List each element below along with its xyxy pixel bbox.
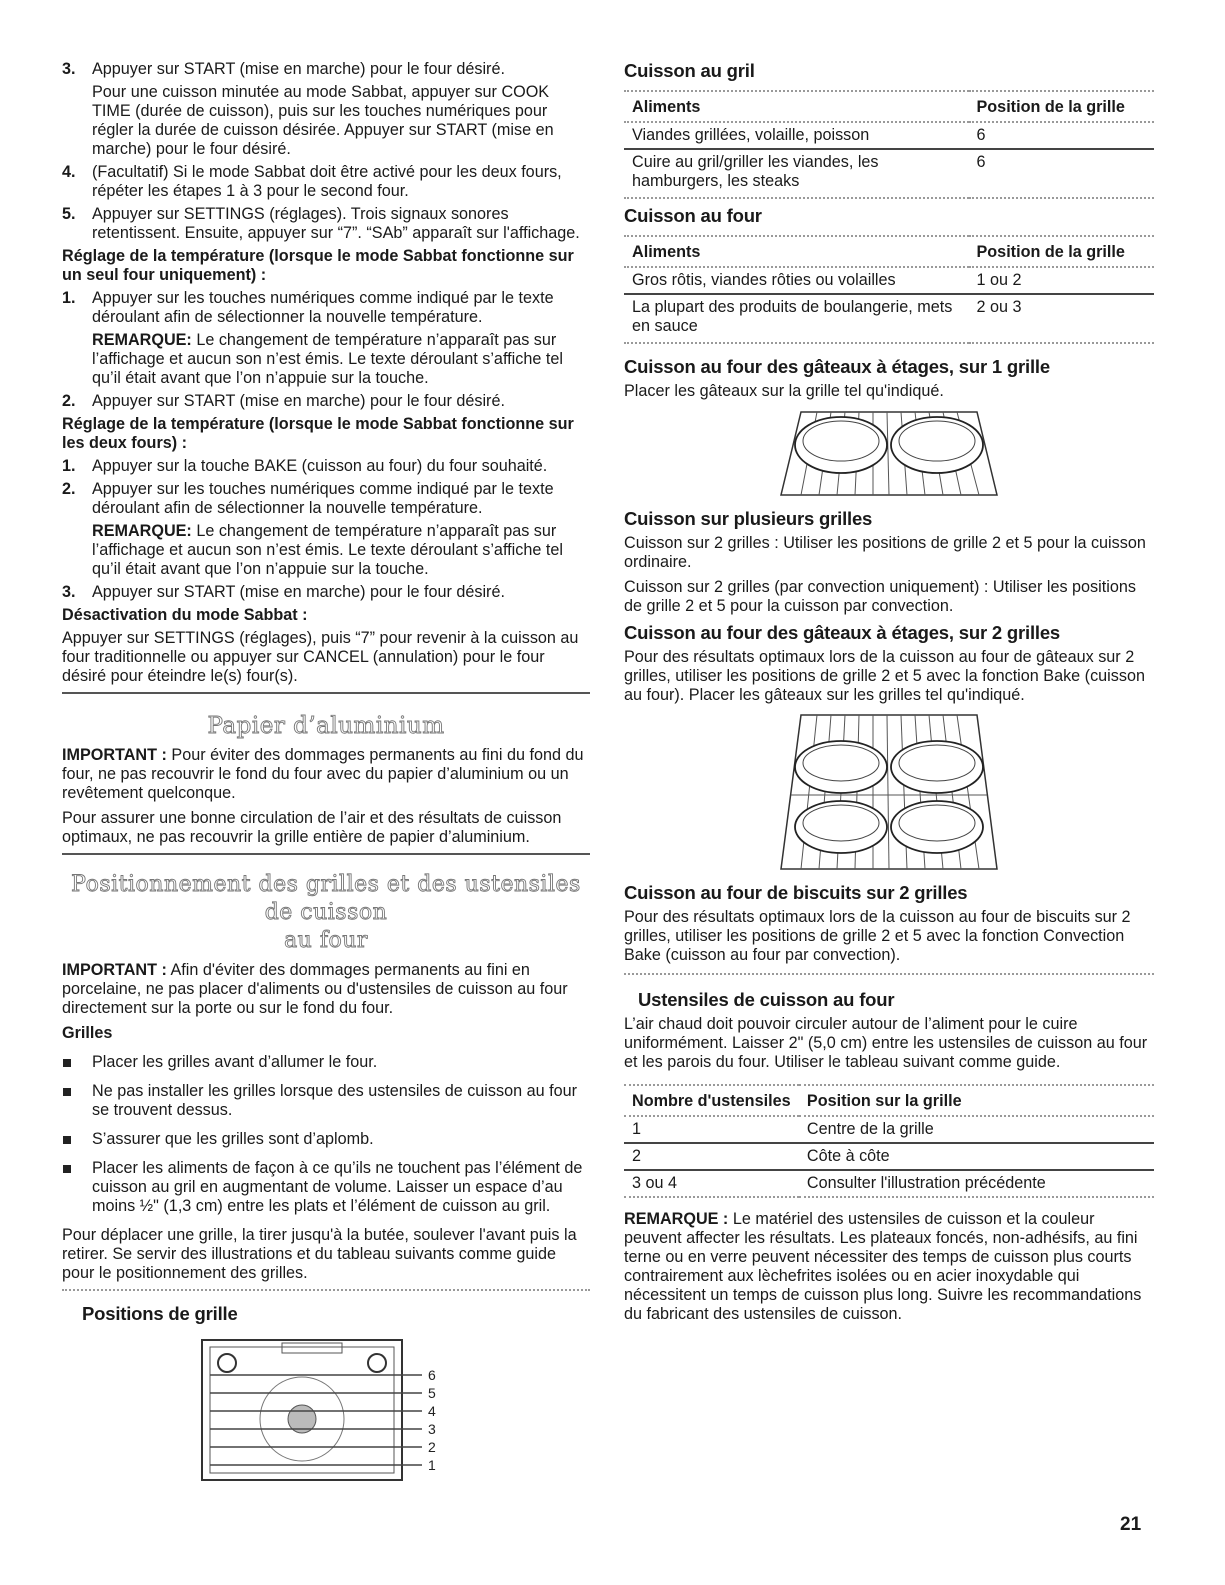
- rack-label-3: 3: [428, 1421, 436, 1437]
- deactivate-text: Appuyer sur SETTINGS (réglages), puis “7” pour revenir à la cuisson au four traditionnelle ou appuyer sur CANCEL (annulation) pour le four désiré pour éteindre le(s) four(s).: [62, 629, 590, 694]
- broil-table: Aliments Position de la grille Viandes grillées, volaille, poisson 6 Cuire au gril/griller les viandes, les hamburgers, les steaks 6: [624, 90, 1154, 199]
- layer-cakes-2-racks-heading: Cuisson au four des gâteaux à étages, sur 2 grilles: [624, 622, 1061, 643]
- table-row: 3 ou 4 Consulter l'illustration précédente: [624, 1170, 1154, 1197]
- heading-one-oven: Réglage de la température (lorsque le mode Sabbat fonctionne sur un seul four uniquement) :: [62, 247, 574, 284]
- table-row: 1 Centre de la grille: [624, 1116, 1154, 1143]
- broil-heading: Cuisson au gril: [624, 60, 755, 81]
- bake-heading: Cuisson au four: [624, 205, 762, 226]
- foil-section-title: Papier d’aluminium: [207, 713, 445, 739]
- foil-important: IMPORTANT : Pour éviter des dommages permanents au fini du fond du four, ne pas recouvrir le fond du four avec du papier d’aluminium ou un revêtement quelconque.: [62, 746, 584, 802]
- bake-table: Aliments Position de la grille Gros rôtis, viandes rôties ou volailles 1 ou 2 La plupart des produits de boulangerie, mets en sauce 2 ou 3: [624, 235, 1154, 344]
- table-row: Cuire au gril/griller les viandes, les hamburgers, les steaks 6: [624, 149, 1154, 198]
- table-row: Gros rôtis, viandes rôties ou volailles 1 ou 2: [624, 267, 1154, 294]
- rack-positions-heading: Positions de grille: [82, 1303, 238, 1324]
- bakeware-table: Nombre d'ustensiles Position sur la grille 1 Centre de la grille 2 Côte à côte 3 ou 4 Consulter l'illustration précédente: [624, 1084, 1154, 1198]
- biscuits-text: Pour des résultats optimaux lors de la cuisson au four de biscuits sur 2 grilles, utiliser les positions de grille 2 et 5 avec la fonction Convection Bake (cuisson au four par convection).: [624, 908, 1154, 975]
- step-1: 1. Appuyer sur la touche BAKE (cuisson au four) du four souhaité.: [62, 457, 548, 475]
- note-paragraph: REMARQUE : Le matériel des ustensiles de cuisson et la couleur peuvent affecter les résultats. Les plateaux foncés, non-adhésifs, au fini terne ou en verre peuvent nécessiter des temps de cuisson plus courts contrairement aux lèchefrites isolées ou en acier inoxydable qui nécessitent un temps de cuisson plus long. Suivre les recommandations du fabricant des ustensiles de cuisson.: [624, 1210, 1142, 1323]
- multiple-racks-heading: Cuisson sur plusieurs grilles: [624, 508, 873, 529]
- step-2: 2. Appuyer sur les touches numériques comme indiqué par le texte déroulant afin de sélectionner la nouvelle température.: [62, 480, 554, 517]
- foil-text: Pour assurer une bonne circulation de l’air et des résultats de cuisson optimaux, ne pas recouvrir la grille entière de papier d’aluminium.: [62, 809, 590, 855]
- layer-cakes-1-rack-text: Placer les gâteaux sur la grille tel qu'indiqué.: [624, 382, 944, 400]
- table-row: 2 Côte à côte: [624, 1143, 1154, 1170]
- bakeware-heading: Ustensiles de cuisson au four: [638, 989, 895, 1010]
- step-1: 1. Appuyer sur les touches numériques comme indiqué par le texte déroulant afin de sélectionner la nouvelle température.: [62, 289, 554, 326]
- step-3: 3. Appuyer sur START (mise en marche) pour le four désiré.: [62, 583, 505, 601]
- step-5: 5. Appuyer sur SETTINGS (réglages). Trois signaux sonores retentissent. Ensuite, appuyer sur “7”. “SAb” apparaît sur l'affichage.: [62, 205, 580, 242]
- step-4: 4. (Facultatif) Si le mode Sabbat doit être activé pour les deux fours, répéter les étapes 1 à 3 pour le second four.: [62, 163, 562, 200]
- note-paragraph: REMARQUE: Le changement de température n’apparaît pas sur l’affichage et aucun son n’est émis. Le texte déroulant s’affiche tel qu’il était avant que l’on n’appuie sur la touche.: [92, 522, 563, 578]
- layer-cakes-2-racks-text: Pour des résultats optimaux lors de la cuisson au four de gâteaux sur 2 grilles, utiliser les positions de grille 2 et 5 avec la fonction Bake (cuisson au four). Placer les gâteaux sur les grilles tel qu'indiqué.: [624, 648, 1145, 704]
- positioning-important: IMPORTANT : Afin d'éviter des dommages permanents au fini en porcelaine, ne pas placer d'aliments ou d'ustensiles de cuisson au four directement sur la porte ou sur le fond du four.: [62, 961, 568, 1017]
- multiple-racks-text-1: Cuisson sur 2 grilles : Utiliser les positions de grille 2 et 5 pour la cuisson ordinaire.: [624, 534, 1146, 571]
- bakeware-text: L’air chaud doit pouvoir circuler autour de l’aliment pour le cuire uniformément. Laisser 2" (5,0 cm) entre les ustensiles de cuisson au four et les parois du four. Utiliser le tableau suivant comme guide.: [624, 1015, 1148, 1071]
- rack-label-1: 1: [428, 1457, 436, 1473]
- two-rack-cakes-diagram: [769, 711, 1009, 876]
- table-row: Viandes grillées, volaille, poisson 6: [624, 122, 1154, 149]
- positioning-section-title-2: au four: [284, 928, 368, 953]
- rack-label-6: 6: [428, 1367, 436, 1383]
- heading-deactivate: Désactivation du mode Sabbat :: [62, 606, 308, 624]
- step-3: 3. Appuyer sur START (mise en marche) pour le four désiré.: [62, 60, 505, 78]
- list-item: Ne pas installer les grilles lorsque des ustensiles de cuisson au four se trouvent dessus.: [62, 1082, 590, 1120]
- table-row: La plupart des produits de boulangerie, mets en sauce 2 ou 3: [624, 294, 1154, 343]
- note-paragraph: REMARQUE: Le changement de température n’apparaît pas sur l’affichage et aucun son n’est émis. Le texte déroulant s’affiche tel qu’il était avant que l’on n’appuie sur la touche.: [92, 331, 563, 387]
- biscuits-heading: Cuisson au four de biscuits sur 2 grilles: [624, 882, 968, 903]
- racks-heading: Grilles: [62, 1024, 113, 1042]
- list-item: S’assurer que les grilles sont d’aplomb.: [62, 1130, 590, 1149]
- one-rack-cakes-diagram: [769, 407, 1009, 502]
- page-number: 21: [1120, 1514, 1142, 1535]
- step-2: 2. Appuyer sur START (mise en marche) pour le four désiré.: [62, 392, 505, 410]
- multiple-racks-text-2: Cuisson sur 2 grilles (par convection uniquement) : Utiliser les positions de grille 2 et 5 pour la cuisson par convection.: [624, 578, 1136, 615]
- rack-label-2: 2: [428, 1439, 436, 1455]
- heading-two-ovens: Réglage de la température (lorsque le mode Sabbat fonctionne sur les deux fours) :: [62, 415, 574, 452]
- sabbat-timed-text: Pour une cuisson minutée au mode Sabbat, appuyer sur COOK TIME (durée de cuisson), puis sur les touches numériques pour régler la durée de cuisson désirée. Appuyer sur START (mise en marche) pour le four désiré.: [92, 83, 554, 158]
- rack-label-5: 5: [428, 1385, 436, 1401]
- oven-rack-positions-diagram: [192, 1335, 492, 1485]
- rack-label-4: 4: [428, 1403, 436, 1419]
- move-rack-text: Pour déplacer une grille, la tirer jusqu'à la butée, soulever l'avant puis la retirer. Se servir des illustrations et du tableau suivants comme guide pour le positionnement des grilles.: [62, 1226, 590, 1291]
- list-item: Placer les grilles avant d’allumer le four.: [62, 1053, 590, 1072]
- left-column: [62, 60, 590, 1485]
- positioning-section-title: Positionnement des grilles et des ustensiles de cuisson: [71, 872, 581, 925]
- layer-cakes-1-rack-heading: Cuisson au four des gâteaux à étages, sur 1 grille: [624, 356, 1050, 377]
- right-column: [624, 60, 1154, 1330]
- list-item: Placer les aliments de façon à ce qu’ils ne touchent pas l’élément de cuisson au gril en augmentant de volume. Laisser un espace d’au moins ½" (1,3 cm) entre les plats et l’élément de cuisson au gril.: [62, 1159, 590, 1216]
